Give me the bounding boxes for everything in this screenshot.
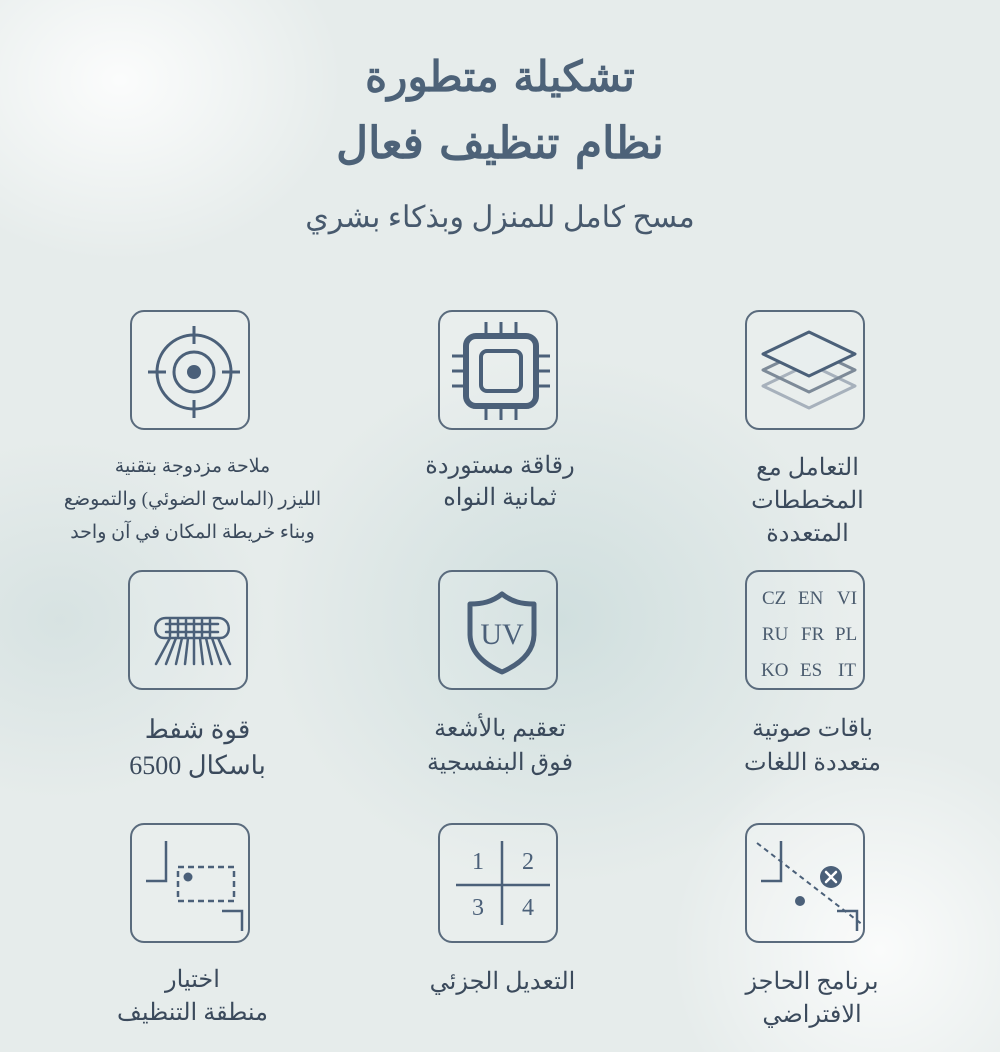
suction-tile [128, 570, 248, 690]
uv-shield-icon [440, 572, 556, 688]
quadrant-number: 3 [472, 895, 484, 921]
caption-line: متعددة اللغات [744, 750, 881, 776]
language-code: PL [835, 624, 858, 645]
language-code: RU [762, 624, 789, 645]
quadrant-number: 4 [522, 895, 534, 921]
caption-line: التعديل الجزئي [429, 969, 576, 995]
zone-select-icon [132, 825, 248, 941]
caption-line: ملاحة مزدوجة بتقنية [114, 456, 271, 477]
caption-line: وبناء خريطة المكان في آن واحد [70, 522, 315, 543]
uv-caption [385, 712, 615, 780]
caption-line: تعقيم بالأشعة [434, 716, 566, 742]
partial-edit-caption [410, 966, 595, 998]
language-code: CZ [762, 588, 787, 609]
voice-packs-tile [745, 570, 865, 690]
language-code: FR [801, 624, 825, 645]
partial-edit-tile [438, 823, 558, 943]
caption-line: اختيار [165, 967, 220, 993]
virtual-wall-icon [747, 825, 863, 941]
laser-navigation-tile [130, 310, 250, 430]
zone-selection-tile [130, 823, 250, 943]
caption-line: ثمانية النواه [443, 485, 557, 511]
caption-line: رقاقة مستوردة [425, 453, 575, 479]
grid-quadrants-icon [440, 825, 556, 941]
multi-map-caption [700, 452, 915, 551]
caption-line: المخططات [751, 488, 864, 514]
title-line-2: نظام تنظيف فعال [336, 118, 664, 169]
caption-line: برنامج الحاجز [745, 969, 879, 995]
brush-icon [130, 572, 246, 688]
subtitle: مسح كامل للمنزل وبذكاء بشري [305, 201, 695, 234]
laser-navigation-caption [40, 450, 345, 549]
zone-selection-caption [100, 964, 285, 1030]
suction-caption [100, 712, 295, 784]
language-code: EN [798, 588, 824, 609]
quadrant-number: 1 [472, 849, 484, 875]
caption-line: الافتراضي [762, 1002, 862, 1028]
voice-packs-caption [705, 712, 920, 780]
chip-icon [440, 312, 556, 428]
chip-caption [380, 450, 620, 514]
caption-line: المتعددة [766, 521, 849, 547]
caption-line: الليزر (الماسح الضوئي) والتموضع [63, 489, 322, 510]
title-line-1: تشكيلة متطورة [365, 52, 635, 101]
caption-line: باقات صوتية [752, 716, 873, 742]
language-code: VI [837, 588, 858, 609]
virtual-barrier-tile [745, 823, 865, 943]
uv-tile [438, 570, 558, 690]
target-icon [132, 312, 248, 428]
language-code: ES [800, 660, 823, 681]
multi-map-tile [745, 310, 865, 430]
caption-line: منطقة التنظيف [116, 1000, 269, 1026]
caption-line: فوق البنفسجية [426, 750, 574, 776]
layers-icon [747, 312, 863, 428]
caption-line: باسكال 6500 [129, 751, 266, 780]
chip-tile [438, 310, 558, 430]
language-code: KO [761, 660, 789, 681]
caption-line: قوة شفط [144, 715, 251, 744]
quadrant-number: 2 [522, 849, 534, 875]
caption-line: التعامل مع [756, 455, 859, 481]
language-code: IT [838, 660, 856, 681]
uv-label: UV [480, 618, 524, 651]
virtual-barrier-caption [712, 966, 912, 1032]
